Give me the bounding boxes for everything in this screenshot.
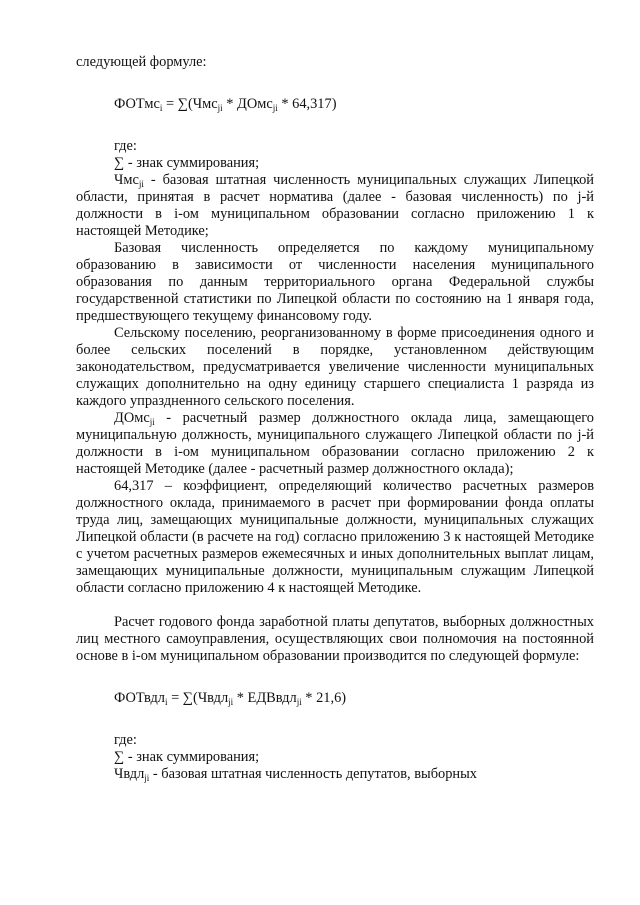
intro-line: [76, 54, 594, 71]
paragraph-chvdl: [76, 766, 594, 783]
formula2-mid: = ∑(Чвдл: [167, 690, 229, 706]
paragraph-rural: [76, 325, 594, 410]
formula2-lhs: ФОТвдл: [114, 690, 165, 706]
doms-term: ДОмс: [114, 410, 150, 426]
where-label-1: [76, 138, 594, 155]
formula1-op: * ДОмс: [222, 96, 273, 112]
formula2-lhs-sub: i: [164, 697, 168, 707]
base-text: Базовая численность определяется по каждому муниципальному образованию в зависимости от численности населения муниципального образования по данным территориального органа Федеральной службы государственной статистики по Липецкой области по состоянию на 1 января года, предшествующего текущему финансовому году.: [76, 240, 594, 324]
formula1-mid: = ∑(Чмс: [162, 96, 218, 112]
where1-text: где:: [114, 138, 137, 154]
chms-sub: ji: [138, 179, 144, 189]
sum2-text: ∑ - знак суммирования;: [114, 749, 260, 765]
chvdl-sub: ji: [144, 773, 150, 783]
sum-definition-2: [76, 749, 594, 766]
sum1-text: ∑ - знак суммирования;: [114, 155, 260, 171]
deputies-text: Расчет годового фонда заработной платы депутатов, выборных должностных лиц местного самоуправления, осуществляющих свои полномочия на постоянной основе в i-ом муниципальном образовании производится по следующей формуле:: [76, 614, 594, 664]
doms-text: - расчетный размер должностного оклада лица, замещающего муниципальную должность, муниципального служащего Липецкой области по j-й должности в i-ом муниципальном образовании согласно приложению 2 к настоящей Методике (далее - расчетный размер должностного оклада);: [76, 410, 594, 477]
formula1-lhs-sub: i: [159, 103, 163, 113]
formula2-sub1: ji: [228, 697, 234, 707]
formula2-tail: * 21,6): [301, 690, 347, 706]
formula1-tail: * 64,317): [277, 96, 337, 112]
formula-fot-vdl: [76, 690, 594, 707]
chvdl-term: Чвдл: [114, 766, 145, 782]
where2-text: где:: [114, 732, 137, 748]
intro-text: следующей формуле:: [76, 54, 207, 70]
paragraph-base: [76, 240, 594, 325]
formula2-sub2: ji: [296, 697, 302, 707]
paragraph-coefficient: [76, 478, 594, 597]
formula-fot-ms: [76, 96, 594, 113]
formula1-sub1: ji: [217, 103, 223, 113]
document-page: [76, 54, 594, 783]
paragraph-deputies: [76, 614, 594, 665]
formula2-op: * ЕДВвдл: [233, 690, 297, 706]
formula1-lhs: ФОТмс: [114, 96, 160, 112]
rural-text: Сельскому поселению, реорганизованному в форме присоединения одного и более сельских поселений в порядке, установленном действующим законодательством, предусматривается увеличение численности муниципальных служащих дополнительно на одну единицу старшего специалиста 1 разряда из каждого упраздненного сельского поселения.: [76, 325, 594, 409]
chms-text: - базовая штатная численность муниципальных служащих Липецкой области, принятая в расчет норматива (далее - базовая численность) по j-й должности в i-ом муниципальном образовании согласно приложению 1 к настоящей Методике;: [76, 172, 594, 239]
where-label-2: [76, 732, 594, 749]
doms-sub: ji: [149, 417, 155, 427]
paragraph-doms: [76, 410, 594, 478]
coef-text: 64,317 – коэффициент, определяющий количество расчетных размеров должностного оклада, принимаемого в расчет при формировании фонда оплаты труда лиц, замещающих муниципальные должности, муниципальных служащих Липецкой области (в расчете на год) согласно приложению 3 к настоящей Методике с учетом расчетных размеров ежемесячных и иных дополнительных выплат лицам, замещающих муниципальные должности, муниципальным служащим Липецкой области согласно приложению 4 к настоящей Методике.: [76, 478, 594, 596]
chvdl-text: - базовая штатная численность депутатов, выборных: [149, 766, 477, 782]
chms-term: Чмс: [114, 172, 139, 188]
formula1-sub2: ji: [272, 103, 278, 113]
paragraph-chms: [76, 172, 594, 240]
sum-definition-1: [76, 155, 594, 172]
